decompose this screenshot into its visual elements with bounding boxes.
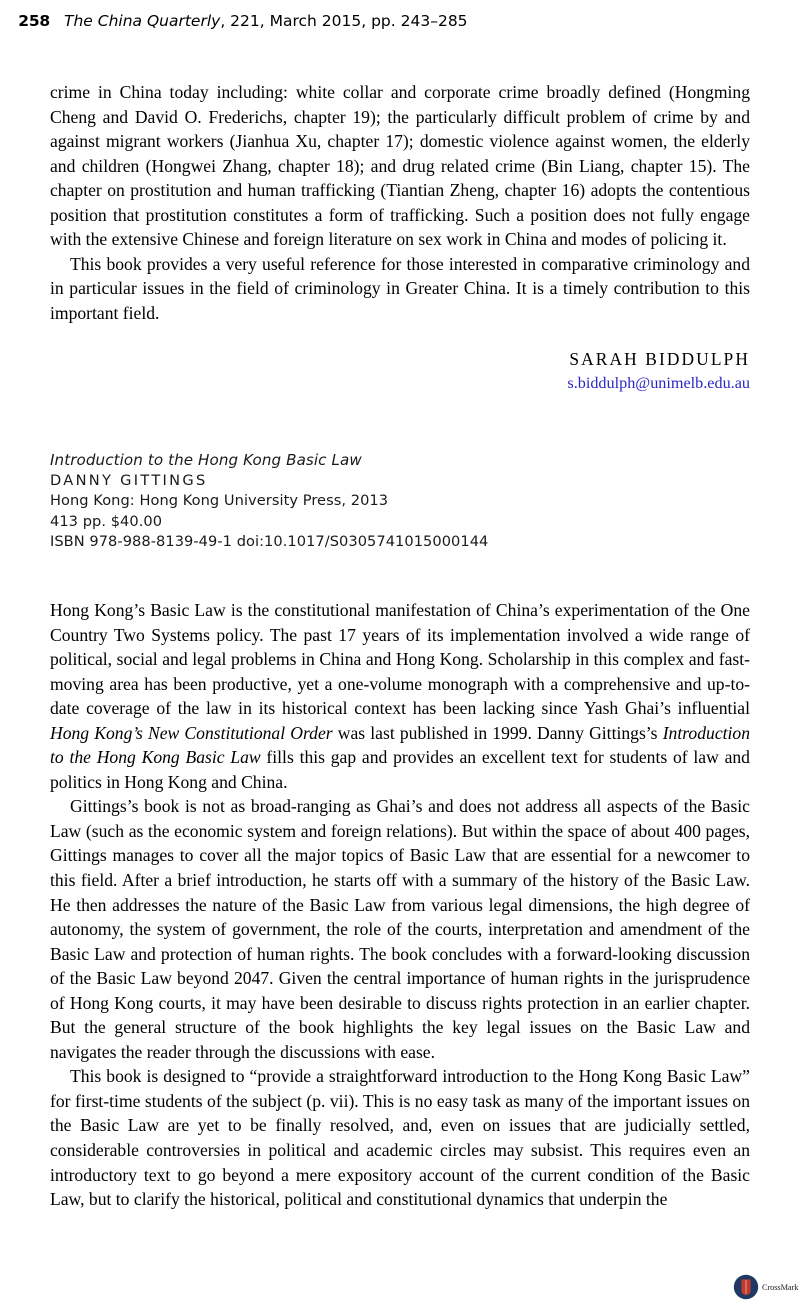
intro-text-b: was last published in 1999. Danny Gittings’s — [332, 722, 663, 743]
cited-title-ghai: Hong Kong’s New Constitutional Order — [50, 722, 333, 743]
paragraph-closing: This book provides a very useful reference for those interested in comparative criminology and in particular issues in the field of criminology in Greater China. It is a timely contribution to this important field. — [50, 253, 750, 323]
crossmark-badge[interactable] — [733, 1272, 799, 1302]
reviewer-email-link[interactable]: s.biddulph@unimelb.edu.au — [567, 374, 750, 392]
paragraph-continued: crime in China today including: white collar and corporate crime broadly defined (Hongming Cheng and David O. Frederichs, chapter 19); the particularly difficult problem of crime by and against migrant workers (Jianhua Xu, chapter 17); domestic violence against women, the elderly and children (Hongwei Zhang, chapter 18); and drug related crime (Bin Liang, chapter 15). The chapter on prostitution and human trafficking (Tiantian Zheng, chapter 16) adopts the contentious position that prostitution constitutes a form of trafficking. Such a position does not fully engage with the extensive Chinese and foreign literature on sex work in China and modes of policing it. — [50, 82, 750, 250]
intro-text-c: fills this gap and provides an excellent text for students of law and politics in Hong Kong and China. — [50, 747, 750, 792]
book-publisher: Hong Kong: Hong Kong University Press, 2013 — [50, 492, 389, 510]
header-citation — [64, 12, 468, 30]
paragraph-intro — [50, 598, 750, 794]
review-two-body — [50, 598, 750, 1212]
paragraph-audience: This book is designed to “provide a straightforward introduction to the Hong Kong Basic Law” for first-time students of the subject (p. vii). This is no easy task as many of the important issues on the Basic Law are yet to be finally resolved, and, even on issues that are judicially settled, considerable controversies in political and academic circles may subsist. This requires even an introductory text to go beyond a mere expository account of the current condition of the Basic Law, but to clarify the historical, political and constitutional dynamics that underpin the — [50, 1066, 750, 1210]
crossmark-icon — [733, 1274, 759, 1300]
paragraph-scope: Gittings’s book is not as broad-ranging as Ghai’s and does not address all aspects of the Basic Law (such as the economic system and foreign relations). But within the space of about 400 pages, Gittings manages to cover all the major topics of Basic Law that are essential for a newcomer to this field. After a brief introduction, he starts off with a summary of the history of the Basic Law. He then addresses the nature of the Basic Law from various legal dimensions, the high degree of autonomy, the system of government, the role of the courts, interpretation and amendment of the Basic Law and protection of human rights. The book concludes with a forward-looking discussion of the Basic Law beyond 2047. Given the central importance of human rights in the jurisprudence of Hong Kong courts, it may have been desirable to discuss rights protection in an earlier chapter. But the general structure of the book highlights the key legal issues on the Basic Law and navigates the reader through the discussions with ease. — [50, 796, 750, 1062]
crossmark-label: CrossMark — [762, 1282, 799, 1292]
book-metadata — [50, 450, 670, 553]
book-extent-price: 413 pp. $40.00 — [50, 512, 163, 530]
book-title: Introduction to the Hong Kong Basic Law — [50, 451, 362, 469]
reviewer-name: SARAH BIDDULPH — [569, 349, 750, 369]
book-author: DANNY GITTINGS — [50, 471, 208, 489]
reviewer-signature — [50, 348, 750, 394]
running-header — [0, 12, 760, 36]
book-isbn-doi: ISBN 978-988-8139-49-1 doi:10.1017/S0305741015000144 — [50, 533, 489, 551]
journal-title: The China Quarterly — [64, 12, 221, 30]
review-one-body — [50, 80, 750, 325]
page-number: 258 — [18, 12, 50, 30]
header-issue-info: , 221, March 2015, pp. 243–285 — [220, 12, 468, 30]
cited-title-gittings: Introduction to the Hong Kong Basic Law — [50, 722, 750, 768]
intro-text-a: Hong Kong’s Basic Law is the constitutional manifestation of China’s experimentation of the One Country Two Systems policy. The past 17 years of its implementation involved a wide range of political, social and legal problems in China and Hong Kong. Scholarship in this complex and fast-moving area has been productive, yet a one-volume monograph with a comprehensive and up-to-date coverage of the law in its historical context has been lacking since Yash Ghai’s influential — [50, 600, 750, 719]
